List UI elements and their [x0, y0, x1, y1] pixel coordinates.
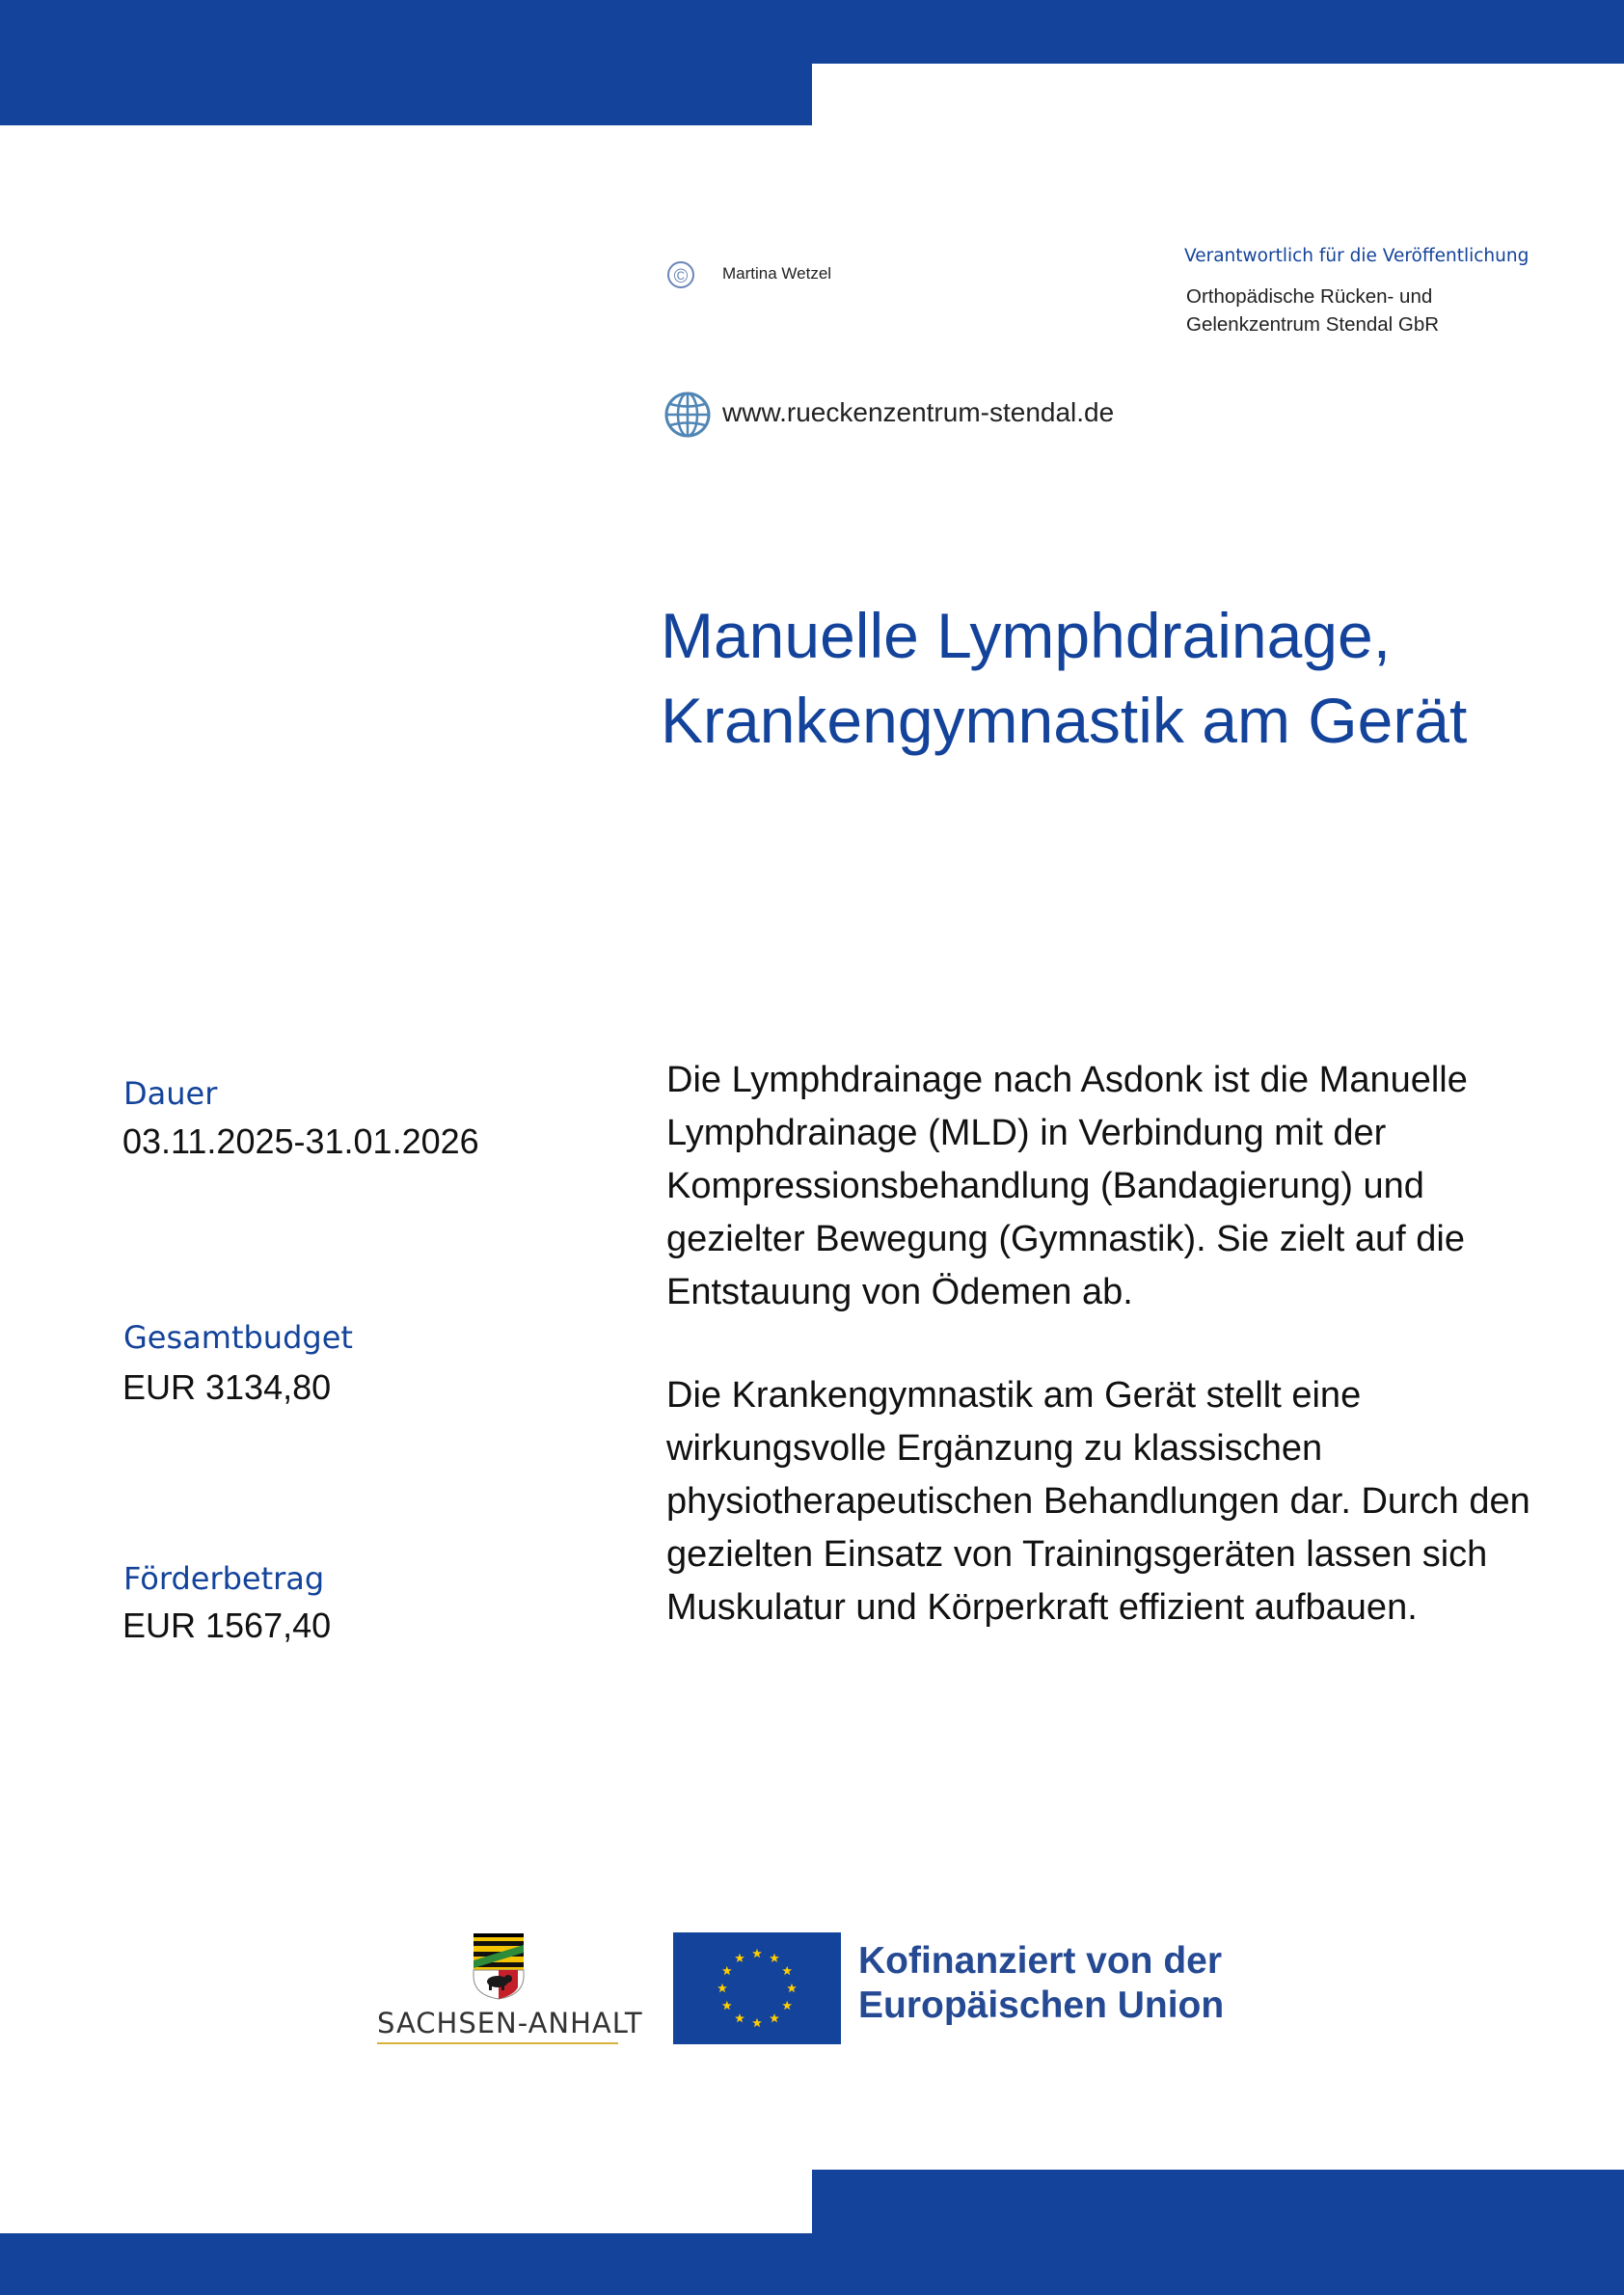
duration-label: Dauer [123, 1075, 218, 1112]
top-band [0, 0, 1624, 64]
copyright-icon: © [667, 261, 694, 288]
total-budget-label: Gesamtbudget [123, 1319, 353, 1356]
sachsen-anhalt-coat-of-arms [470, 1931, 528, 2001]
eu-cofunded-line-1: Kofinanziert von der [858, 1940, 1223, 1982]
responsible-line-1: Orthopädische Rücken- und [1186, 285, 1433, 308]
funding-amount-value: EUR 1567,40 [122, 1606, 332, 1645]
description-paragraph-1: Die Lymphdrainage nach Asdonk ist die Manuelle Lymphdrainage (MLD) in Verbindung mit der Kompressionsbehandlung (Bandagierung) und gezielter Bewegung (Gymnastik). Sie zielt auf die Entstauung von Ödemen ab. [666, 1060, 1468, 1312]
funding-amount-label: Förderbetrag [123, 1560, 325, 1597]
bottom-band-extension [812, 2170, 1624, 2233]
title-line-2: Krankengymnastik am Gerät [661, 685, 1468, 756]
eu-cofunded-line-2: Europäischen Union [858, 1984, 1225, 2026]
author-name: Martina Wetzel [722, 264, 832, 283]
page-title [661, 593, 1467, 763]
title-line-1: Manuelle Lymphdrainage, [661, 600, 1392, 671]
total-budget-value: EUR 3134,80 [122, 1367, 332, 1407]
website-link[interactable]: www.rueckenzentrum-stendal.de [722, 397, 1115, 427]
sachsen-anhalt-wordmark: SACHSEN-ANHALT [377, 2007, 643, 2039]
eu-flag [673, 1932, 841, 2044]
responsible-heading: Verantwortlich für die Veröffentlichung [1184, 246, 1529, 266]
globe-icon [663, 391, 712, 439]
top-band-extension [0, 64, 812, 125]
sachsen-anhalt-underline [377, 2042, 618, 2044]
description-paragraph-2: Die Krankengymnastik am Gerät stellt eine wirkungsvolle Ergänzung zu klassischen physiotherapeutischen Behandlungen dar. Durch den gezielten Einsatz von Trainingsgeräten lassen sich Muskulatur und Körperkraft effizient aufbauen. [666, 1375, 1530, 1628]
responsible-line-2: Gelenkzentrum Stendal GbR [1186, 313, 1440, 336]
duration-value: 03.11.2025-31.01.2026 [122, 1121, 479, 1161]
bottom-band [0, 2233, 1624, 2295]
